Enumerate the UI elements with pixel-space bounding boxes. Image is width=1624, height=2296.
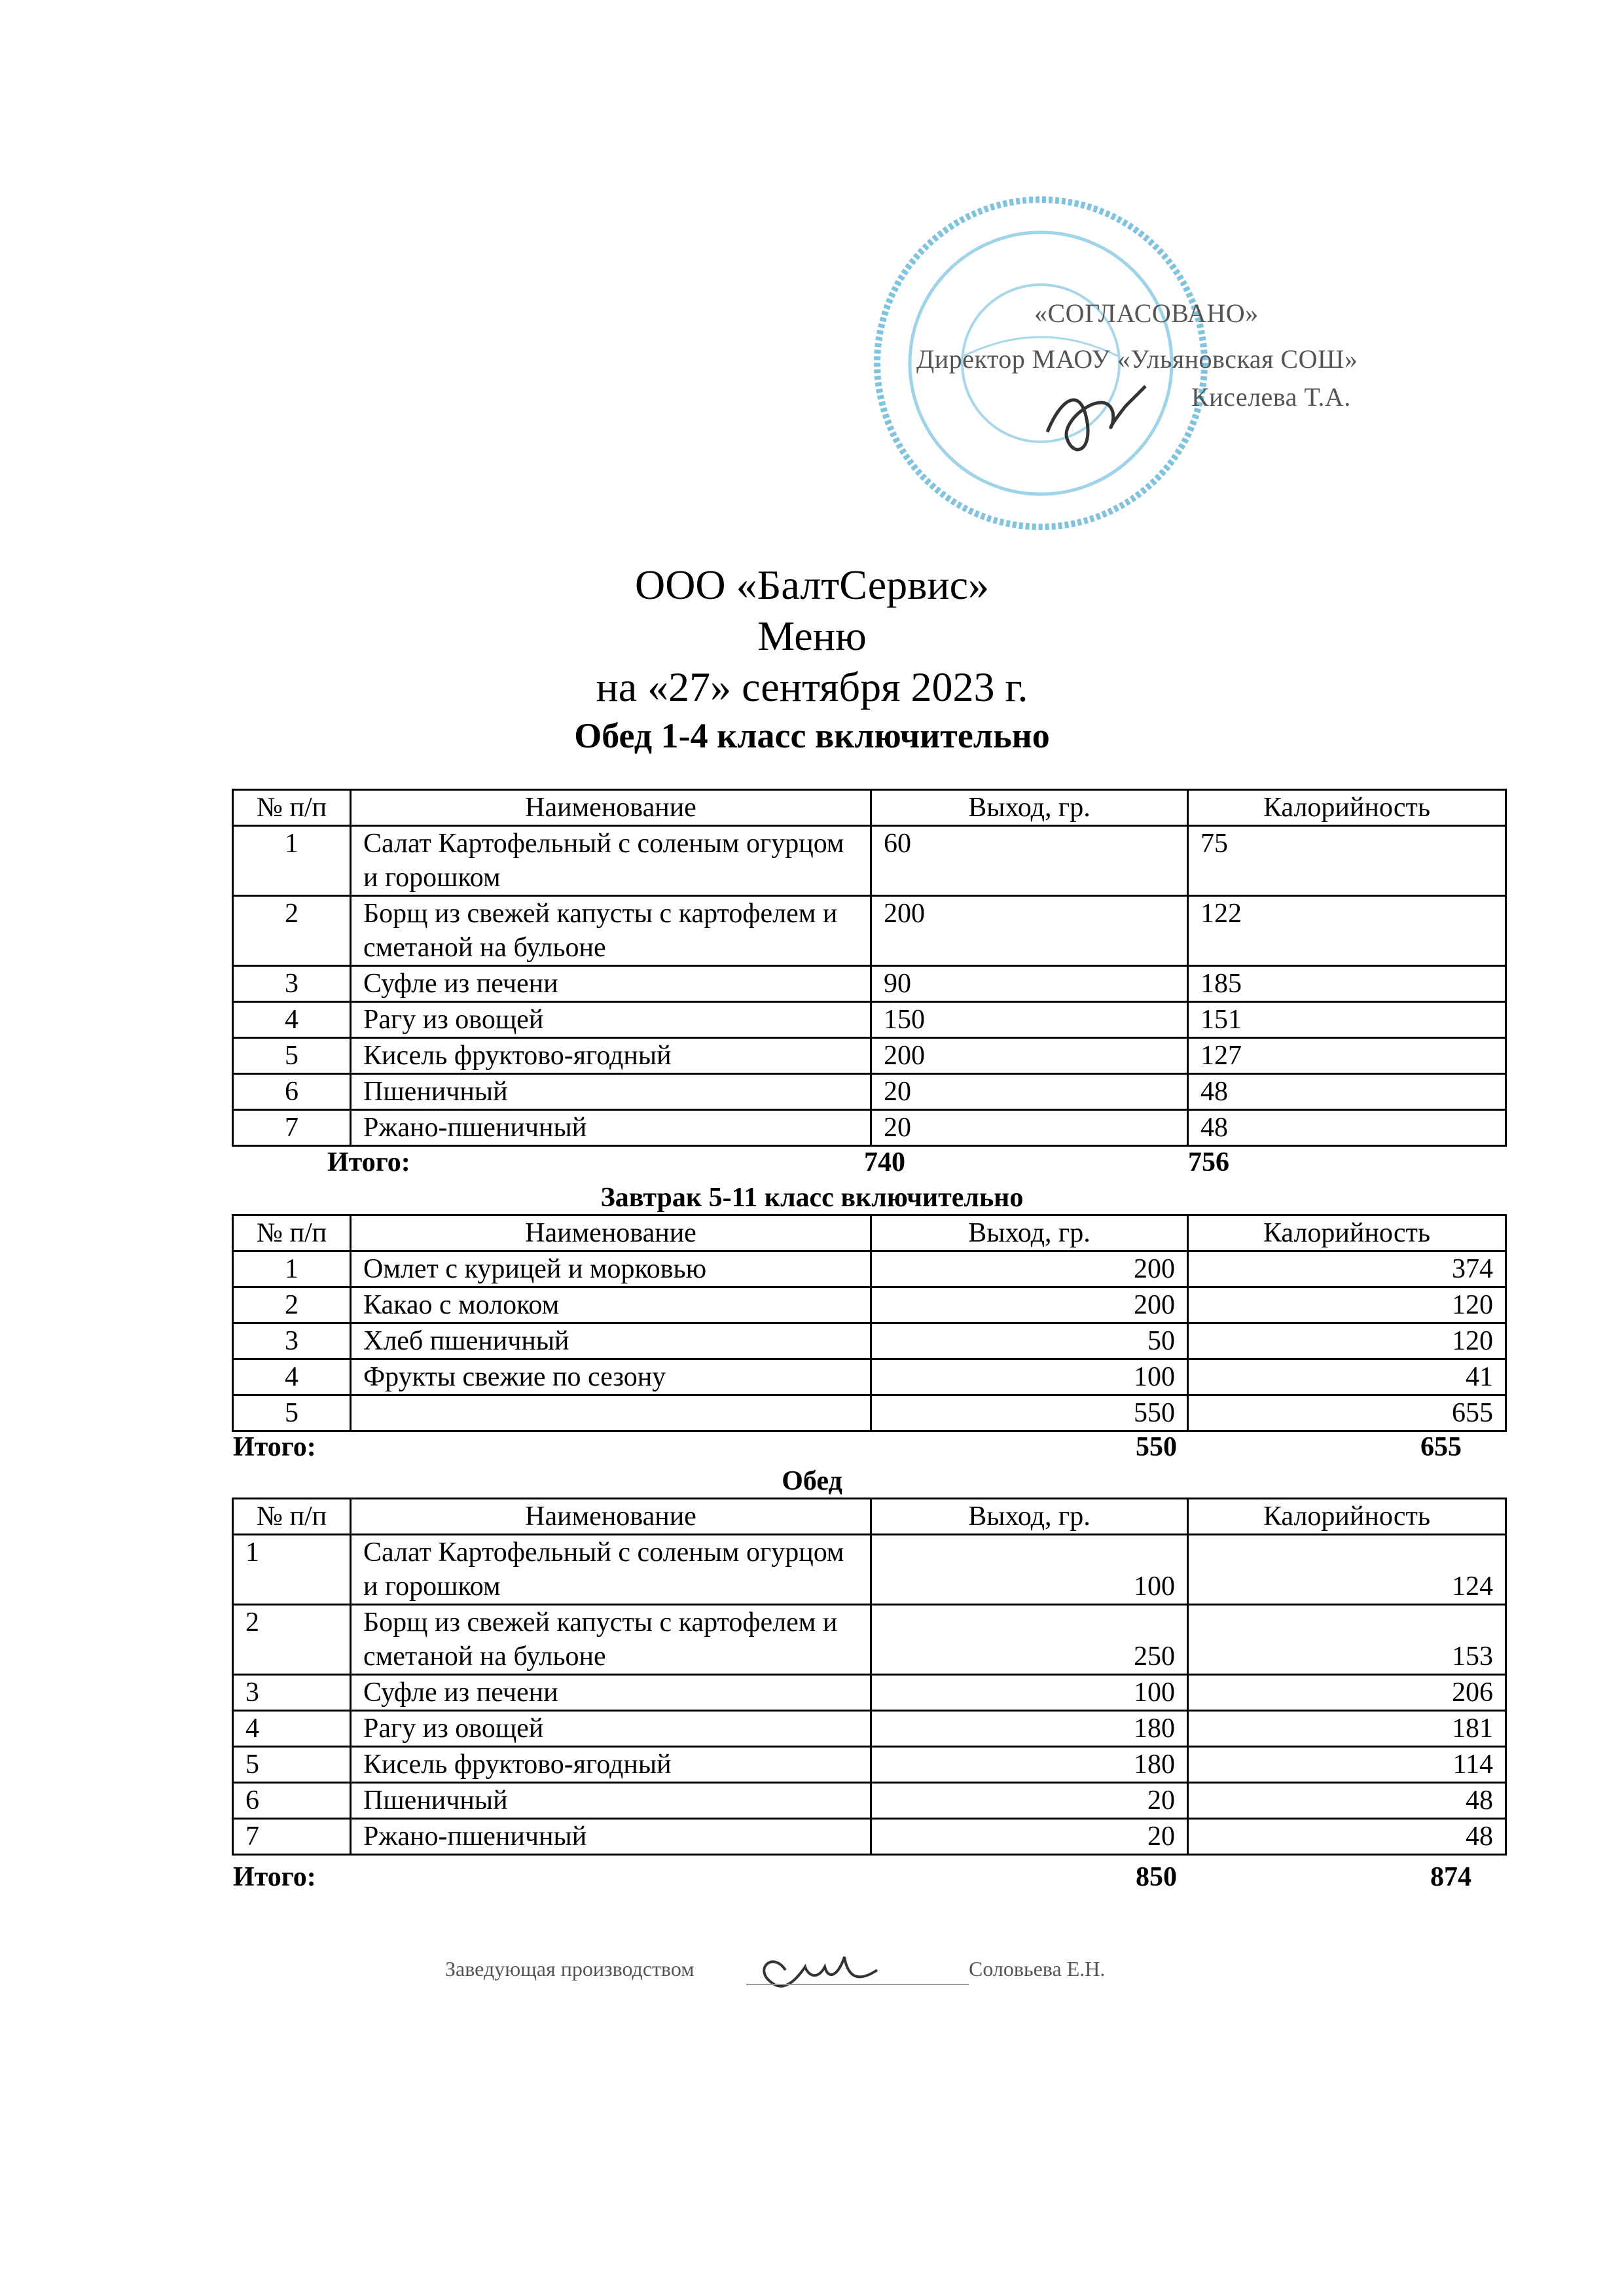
approval-block [864,187,1506,540]
col-calories-header: Калорийность [1188,790,1506,826]
section3-total-calories: 874 [1430,1862,1471,1892]
row-num: 5 [233,1038,351,1074]
row-calories: 185 [1188,966,1506,1002]
row-name: Рагу из овощей [351,1002,871,1038]
row-name: Суфле из печени [351,966,871,1002]
section2-total-label: Итого: [233,1432,316,1462]
breakfast-5-11-table [232,1214,1507,1432]
row-yield: 200 [871,1251,1188,1287]
row-calories: 153 [1188,1605,1506,1675]
row-name: Ржано-пшеничный [351,1819,871,1855]
section1-total-yield: 740 [864,1147,905,1177]
section1-total-calories: 756 [1188,1147,1229,1177]
col-yield-header: Выход, гр. [871,1499,1188,1535]
row-yield: 100 [871,1359,1188,1395]
row-yield: 200 [871,1038,1188,1074]
row-num: 6 [233,1783,351,1819]
row-num: 6 [233,1074,351,1110]
lunch-table [232,1498,1507,1856]
row-calories: 48 [1188,1819,1506,1855]
section2-total-calories: 655 [1420,1432,1462,1462]
table-row [233,1251,1506,1287]
menu-date: на «27» сентября 2023 г. [596,664,1028,710]
row-calories: 181 [1188,1711,1506,1747]
table-header-row [233,1499,1506,1535]
row-num: 1 [233,1535,351,1605]
section3-total-yield: 850 [1136,1862,1177,1892]
row-num: 3 [233,1675,351,1711]
col-calories-header: Калорийность [1188,1215,1506,1251]
table-row [233,966,1506,1002]
row-calories: 41 [1188,1359,1506,1395]
col-yield-header: Выход, гр. [871,790,1188,826]
row-yield: 550 [871,1395,1188,1431]
col-name-header: Наименование [351,790,871,826]
row-yield: 180 [871,1747,1188,1783]
section3-title: Обед [782,1466,842,1496]
row-yield: 150 [871,1002,1188,1038]
row-calories: 122 [1188,896,1506,966]
row-name: Кисель фруктово-ягодный [351,1038,871,1074]
table-header-row [233,1215,1506,1251]
col-calories-header: Калорийность [1188,1499,1506,1535]
row-name: Борщ из свежей капусты с картофелем и сметаной на бульоне [351,896,871,966]
row-name: Ржано-пшеничный [351,1110,871,1146]
section3-total-label: Итого: [233,1862,316,1892]
row-num: 3 [233,966,351,1002]
row-name: Суфле из печени [351,1675,871,1711]
row-yield: 20 [871,1783,1188,1819]
lunch-1-4-table [232,789,1507,1147]
row-yield: 250 [871,1605,1188,1675]
section2-title: Завтрак 5-11 класс включительно [600,1183,1024,1213]
row-calories: 48 [1188,1110,1506,1146]
col-num-header: № п/п [233,1499,351,1535]
row-calories: 151 [1188,1002,1506,1038]
director-signature-icon [1034,360,1165,465]
section2-total-yield: 550 [1136,1432,1177,1462]
table-header-row [233,790,1506,826]
row-name: Фрукты свежие по сезону [351,1359,871,1395]
row-num: 2 [233,896,351,966]
row-num: 5 [233,1395,351,1431]
row-yield: 100 [871,1675,1188,1711]
row-calories: 48 [1188,1783,1506,1819]
row-name: Кисель фруктово-ягодный [351,1747,871,1783]
row-num: 4 [233,1359,351,1395]
table-row [233,1395,1506,1431]
row-yield: 20 [871,1074,1188,1110]
row-yield: 20 [871,1110,1188,1146]
table-row [233,896,1506,966]
table-row [233,1535,1506,1605]
approval-director-name: Киселева Т.А. [1191,382,1351,412]
row-num: 1 [233,826,351,896]
table-row [233,1783,1506,1819]
row-calories: 120 [1188,1287,1506,1323]
table-row [233,1323,1506,1359]
row-calories: 374 [1188,1251,1506,1287]
production-manager-position: Заведующая производством [445,1957,695,1981]
table-row [233,1038,1506,1074]
row-name: Хлеб пшеничный [351,1323,871,1359]
document-header [0,560,1624,759]
approval-director: Директор МАОУ «Ульяновская СОШ» [916,344,1358,374]
table-row [233,826,1506,896]
table-row [233,1002,1506,1038]
row-yield: 50 [871,1323,1188,1359]
row-name: Салат Картофельный с соленым огурцом и горошком [351,826,871,896]
row-name: Пшеничный [351,1074,871,1110]
row-calories: 48 [1188,1074,1506,1110]
section1-total-label: Итого: [327,1147,410,1177]
row-calories: 124 [1188,1535,1506,1605]
row-num: 1 [233,1251,351,1287]
row-name [351,1395,871,1431]
row-calories: 655 [1188,1395,1506,1431]
row-yield: 200 [871,1287,1188,1323]
menu-label: Меню [757,613,867,659]
row-calories: 114 [1188,1747,1506,1783]
row-num: 4 [233,1002,351,1038]
table-row [233,1359,1506,1395]
row-calories: 206 [1188,1675,1506,1711]
row-yield: 60 [871,826,1188,896]
col-num-header: № п/п [233,790,351,826]
col-yield-header: Выход, гр. [871,1215,1188,1251]
section1-title: Обед 1-4 класс включительно [574,716,1050,755]
row-name: Омлет с курицей и морковью [351,1251,871,1287]
row-calories: 127 [1188,1038,1506,1074]
row-yield: 180 [871,1711,1188,1747]
row-yield: 90 [871,966,1188,1002]
row-num: 5 [233,1747,351,1783]
table-row [233,1287,1506,1323]
row-num: 7 [233,1110,351,1146]
row-num: 2 [233,1287,351,1323]
approval-agreed: «СОГЛАСОВАНО» [1034,298,1259,328]
table-row [233,1675,1506,1711]
row-name: Борщ из свежей капусты с картофелем и сметаной на бульоне [351,1605,871,1675]
row-num: 7 [233,1819,351,1855]
row-num: 3 [233,1323,351,1359]
table-row [233,1747,1506,1783]
row-calories: 120 [1188,1323,1506,1359]
col-num-header: № п/п [233,1215,351,1251]
table-row [233,1074,1506,1110]
row-name: Рагу из овощей [351,1711,871,1747]
production-manager-name: Соловьева Е.Н. [969,1957,1106,1981]
production-signature-block [445,1931,1296,2009]
row-yield: 100 [871,1535,1188,1605]
col-name-header: Наименование [351,1499,871,1535]
table-row [233,1110,1506,1146]
row-name: Пшеничный [351,1783,871,1819]
table-row [233,1605,1506,1675]
col-name-header: Наименование [351,1215,871,1251]
row-num: 2 [233,1605,351,1675]
company-name: ООО «БалтСервис» [634,562,990,608]
table-row [233,1711,1506,1747]
manager-signature-icon [746,1931,969,2003]
row-name: Какао с молоком [351,1287,871,1323]
row-yield: 20 [871,1819,1188,1855]
row-num: 4 [233,1711,351,1747]
row-yield: 200 [871,896,1188,966]
row-name: Салат Картофельный с соленым огурцом и горошком [351,1535,871,1605]
table-row [233,1819,1506,1855]
row-calories: 75 [1188,826,1506,896]
